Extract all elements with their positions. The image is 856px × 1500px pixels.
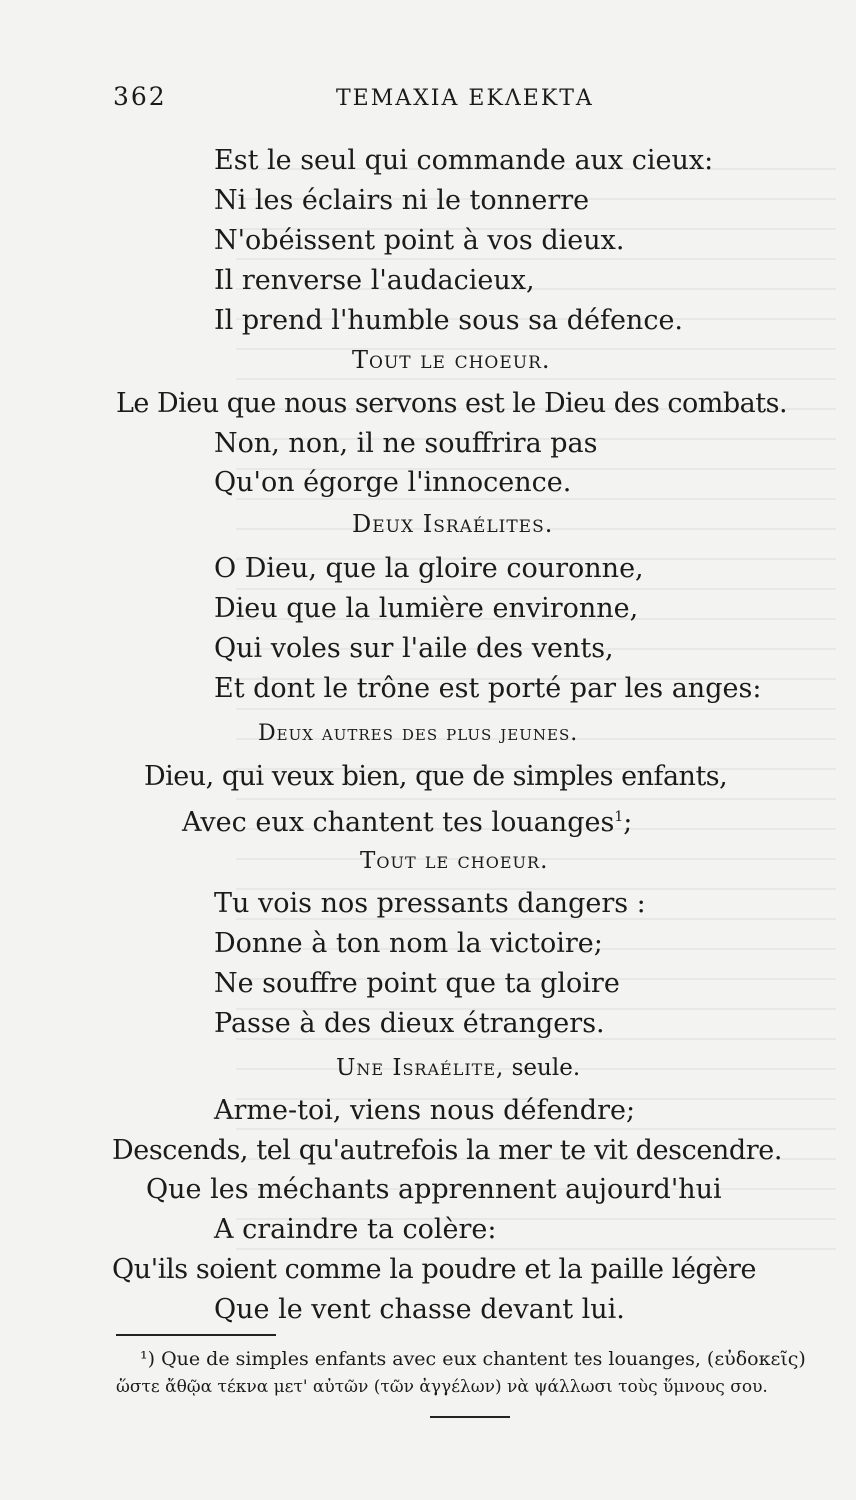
verse-line: Descends, tel qu'autrefois la mer te vit descendre. — [112, 1135, 783, 1166]
verse-line: A craindre ta colère: — [214, 1214, 497, 1245]
footnote-text: Que de simples enfants avec eux chantent tes louanges, (εὐδοκεῖς) — [161, 1348, 806, 1370]
verse-line: Arme-toi, viens nous défendre; — [214, 1095, 636, 1126]
footnote-line — [140, 1346, 806, 1372]
verse-line: Le Dieu que nous servons est le Dieu des combats. — [116, 388, 788, 419]
speaker-heading: Tout le choeur. — [360, 848, 549, 874]
running-title: ΤΕΜΑΧΙΑ ΕΚΛΕΚΤΑ — [336, 86, 594, 111]
verse-line: Tu vois nos pressants dangers : — [214, 888, 646, 919]
verse-line: N'obéissent point à vos dieux. — [214, 225, 625, 256]
verse-line: Ne souffre point que ta gloire — [214, 968, 620, 999]
footnote-marker: ¹) — [140, 1348, 156, 1370]
speaker-name: Une Israélite, — [336, 1055, 505, 1081]
verse-line: Est le seul qui commande aux cieux: — [214, 145, 714, 176]
page-number: 362 — [113, 82, 167, 111]
footnote-line: ὥστε ἄθῷα τέκνα μετ' αὐτῶν (τῶν ἀγγέλων) νὰ ψάλλωσι τοὺς ὕμνους σου. — [116, 1377, 768, 1397]
stage-direction: seule. — [511, 1055, 581, 1081]
verse-line: Et dont le trône est porté par les anges: — [214, 673, 762, 704]
speaker-heading: Deux Israélites. — [352, 510, 554, 538]
verse-line: Qu'on égorge l'innocence. — [214, 467, 572, 498]
footnote-separator — [116, 1334, 276, 1336]
verse-line: Il renverse l'audacieux, — [214, 265, 535, 296]
verse-line: Avec eux chantent tes louanges$^1$; — [182, 807, 633, 838]
verse-line: Qui voles sur l'aile des vents, — [214, 633, 614, 664]
verse-line: Passe à des dieux étrangers. — [214, 1008, 605, 1039]
speaker-heading: Tout le choeur. — [352, 346, 551, 374]
verse-line: Dieu, qui veux bien, que de simples enfants, — [144, 761, 728, 792]
footnote-reference: 1 — [614, 809, 624, 825]
verse-line: Il prend l'humble sous sa défence. — [214, 305, 684, 336]
verse-line: Qu'ils soient comme la poudre et la paille légère — [112, 1254, 757, 1285]
speaker-heading: Deux autres des plus jeunes. — [258, 721, 579, 746]
end-rule — [430, 1416, 510, 1418]
speaker-heading — [336, 1052, 580, 1084]
verse-line: Que les méchants apprennent aujourd'hui — [146, 1174, 722, 1205]
verse-line: Que le vent chasse devant lui. — [214, 1294, 625, 1325]
verse-line: Donne à ton nom la victoire; — [214, 928, 603, 959]
verse-line: Non, non, il ne souffrira pas — [214, 428, 598, 459]
verse-line: Dieu que la lumière environne, — [214, 593, 639, 624]
verse-line: O Dieu, que la gloire couronne, — [214, 553, 644, 584]
verse-text: Avec eux chantent tes louanges — [182, 807, 615, 838]
verse-line: Ni les éclairs ni le tonnerre — [214, 185, 590, 216]
